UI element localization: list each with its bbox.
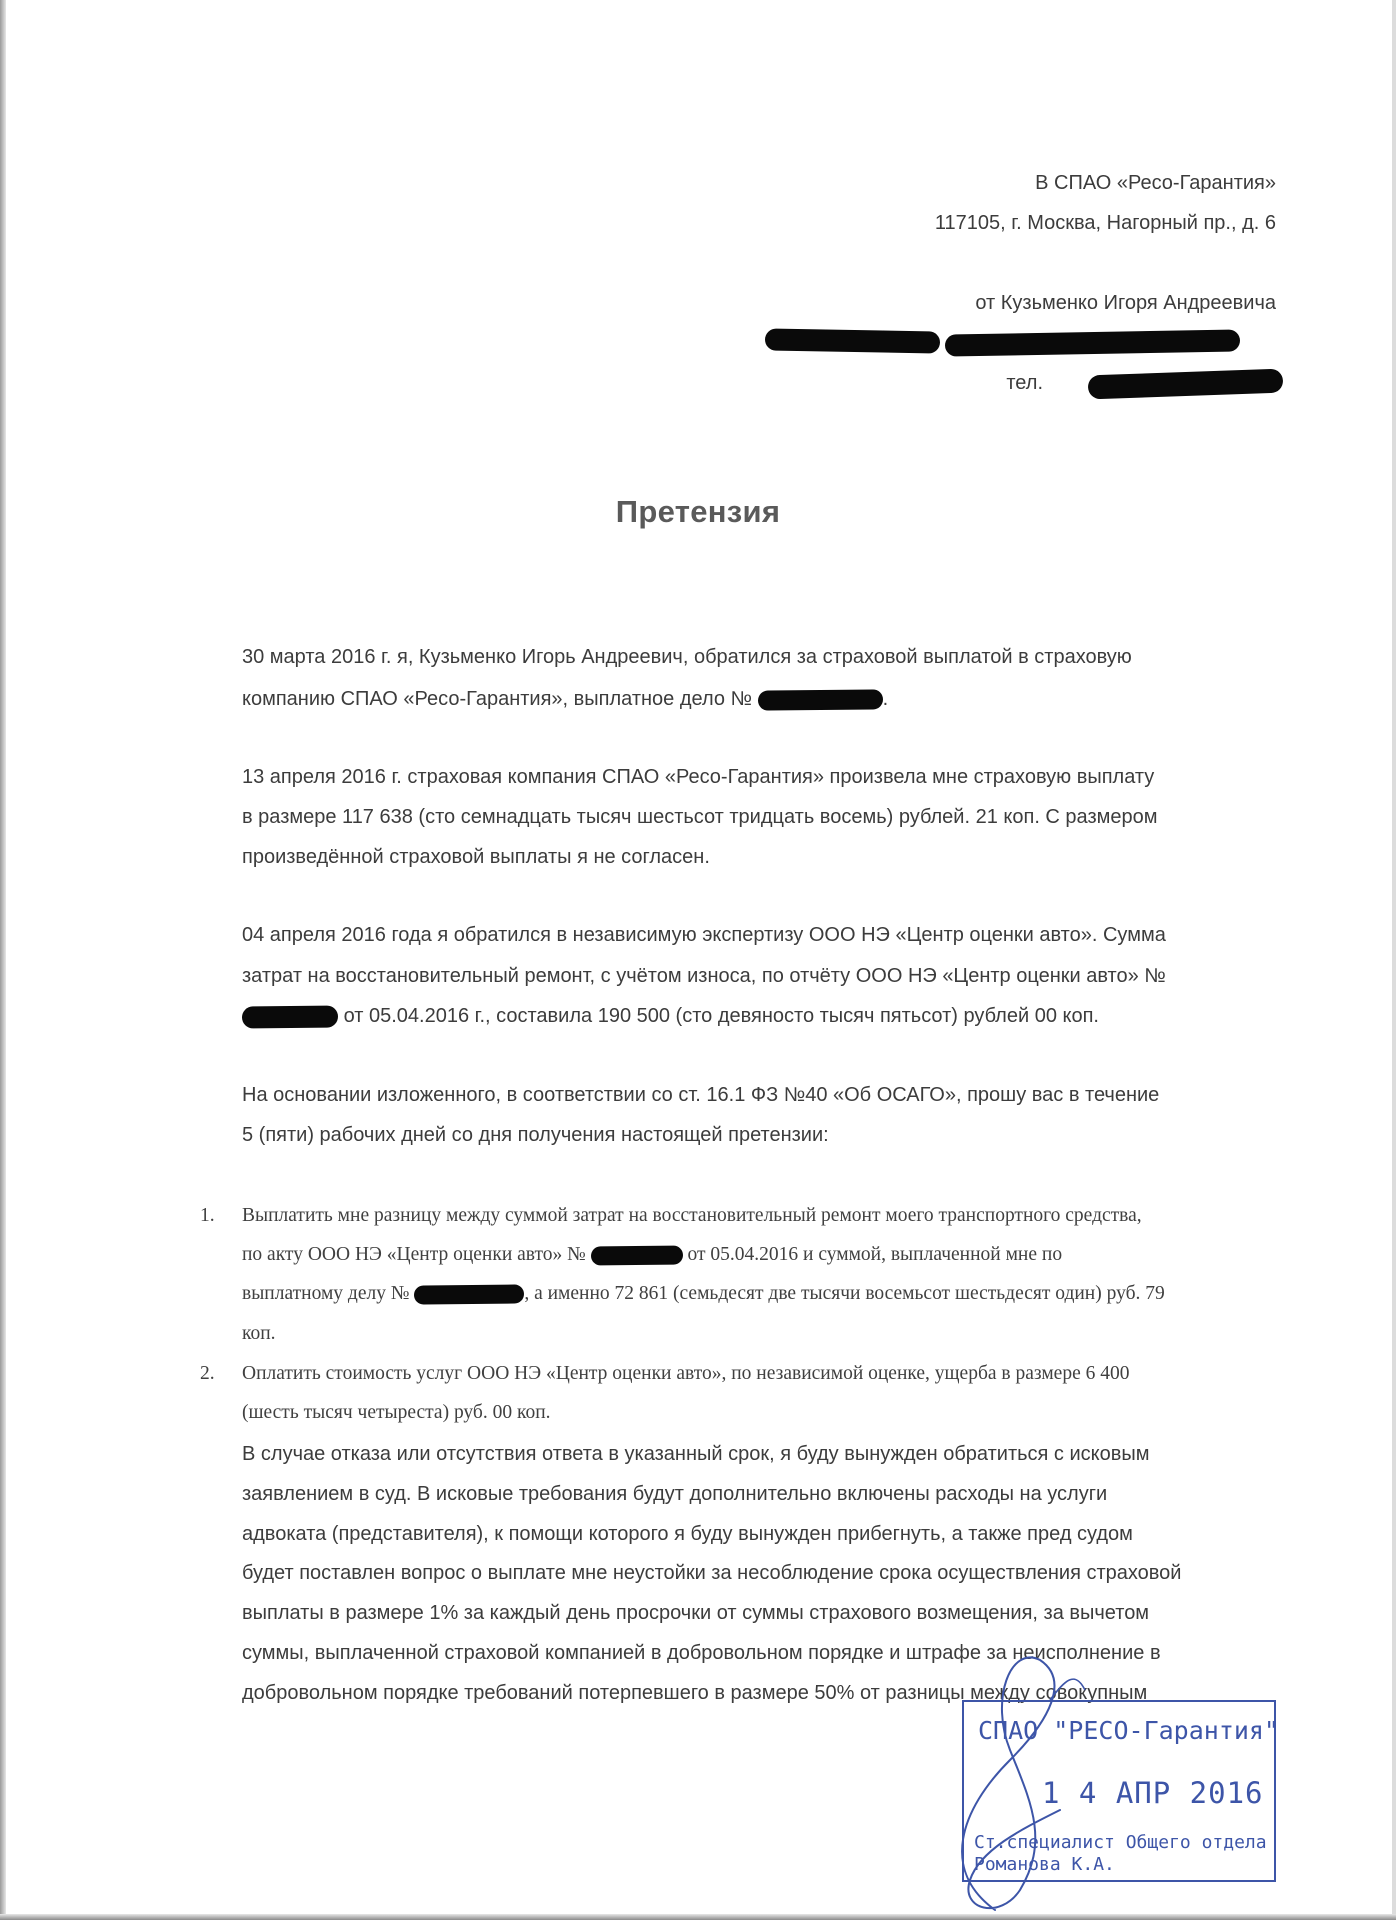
paragraph-1-end: . bbox=[882, 688, 889, 710]
redacted-phone bbox=[1088, 369, 1284, 400]
list-item-1-line-3 bbox=[242, 1281, 1165, 1307]
list-item-1-text-b: от 05.04.2016 и суммой, выплаченной мне по bbox=[687, 1244, 1063, 1265]
redacted-act-number bbox=[591, 1246, 683, 1266]
list-item-1-line-4: коп. bbox=[242, 1323, 276, 1344]
addressee-line: В СПАО «Ресо-Гарантия» bbox=[1035, 172, 1276, 194]
closing-line-1: В случае отказа или отсутствия ответа в указанный срок, я буду вынужден обратиться с исковым bbox=[242, 1443, 1150, 1465]
handwritten-signature bbox=[900, 1640, 1160, 1920]
closing-line-7: добровольном порядке требований потерпевшего в размере 50% от разницы между совокупным bbox=[242, 1682, 1148, 1704]
closing-line-3: адвоката (представителя), к помощи которого я буду вынужден прибегнуть, а также пред судом bbox=[242, 1523, 1133, 1545]
list-item-2-line-2: (шесть тысяч четыреста) руб. 00 коп. bbox=[242, 1402, 551, 1423]
addressee-address: 117105, г. Москва, Нагорный пр., д. 6 bbox=[934, 212, 1276, 234]
closing-line-5: выплаты в размере 1% за каждый день просрочки от суммы страхового возмещения, за вычетом bbox=[242, 1602, 1150, 1624]
paragraph-2-line-1: 13 апреля 2016 г. страховая компания СПАО «Ресо-Гарантия» произвела мне страховую выплату bbox=[242, 766, 1155, 788]
stamp-name: Романова К.А. bbox=[974, 1854, 1115, 1875]
paragraph-2-line-3: произведённой страховой выплаты я не согласен. bbox=[242, 846, 710, 868]
phone-label: тел. bbox=[1006, 372, 1043, 394]
paragraph-2-line-2: в размере 117 638 (сто семнадцать тысяч шестьсот тридцать восемь) рублей. 21 коп. С размером bbox=[242, 806, 1158, 828]
paragraph-1-text: компанию СПАО «Ресо-Гарантия», выплатное дело № bbox=[242, 688, 752, 710]
paragraph-3-text: от 05.04.2016 г., составила 190 500 (сто девяносто тысяч пятьсот) рублей 00 коп. bbox=[343, 1005, 1099, 1027]
redacted-case-number-2 bbox=[414, 1284, 524, 1304]
paragraph-1-line-1: 30 марта 2016 г. я, Кузьменко Игорь Андреевич, обратился за страховой выплатой в страховую bbox=[242, 646, 1132, 668]
list-item-1-line-1: Выплатить мне разницу между суммой затрат на восстановительный ремонт моего транспортного средства, bbox=[242, 1205, 1142, 1226]
scan-edge-left bbox=[0, 0, 6, 1920]
paragraph-1-line-2 bbox=[242, 686, 888, 712]
sender-line: от Кузьменко Игоря Андреевича bbox=[975, 292, 1276, 314]
paragraph-3-line-3 bbox=[242, 1003, 1099, 1029]
paragraph-3-line-2: затрат на восстановительный ремонт, с учётом износа, по отчёту ООО НЭ «Центр оценки авто» № bbox=[242, 965, 1166, 987]
stamp-position: Ст.специалист Общего отдела bbox=[974, 1832, 1267, 1853]
redacted-address-2 bbox=[945, 329, 1240, 356]
document-title: Претензия bbox=[615, 494, 781, 529]
paragraph-3-line-1: 04 апреля 2016 года я обратился в независимую экспертизу ООО НЭ «Центр оценки авто». Сумма bbox=[242, 924, 1166, 946]
closing-line-6: суммы, выплаченной страховой компанией в добровольном порядке и штрафе за неисполнение в bbox=[242, 1642, 1161, 1664]
list-number-2: 2. bbox=[200, 1363, 215, 1384]
scan-edge-right bbox=[1392, 0, 1396, 1920]
stamp-organization: СПАО "РЕСО-Гарантия" bbox=[978, 1716, 1280, 1745]
stamp-date: 1 4 АПР 2016 bbox=[1042, 1776, 1264, 1810]
closing-line-4: будет поставлен вопрос о выплате мне неустойки за несоблюдение срока осуществления страховой bbox=[242, 1562, 1182, 1584]
list-number-1: 1. bbox=[200, 1205, 215, 1226]
list-item-1-text-a: по акту ООО НЭ «Центр оценки авто» № bbox=[242, 1244, 586, 1265]
list-item-1-text-c: выплатному делу № bbox=[242, 1283, 410, 1304]
redacted-case-number bbox=[757, 689, 882, 710]
list-item-2-line-1: Оплатить стоимость услуг ООО НЭ «Центр оценки авто», по независимой оценке, ущерба в размере 6 400 bbox=[242, 1363, 1130, 1384]
redacted-address-1 bbox=[765, 328, 940, 353]
closing-line-2: заявлением в суд. В исковые требования будут дополнительно включены расходы на услуги bbox=[242, 1483, 1108, 1505]
paragraph-4-line-2: 5 (пяти) рабочих дней со дня получения настоящей претензии: bbox=[242, 1124, 829, 1146]
scan-edge-bottom bbox=[0, 1914, 1396, 1920]
list-item-1-line-2 bbox=[242, 1242, 1062, 1268]
redacted-report-number bbox=[242, 1005, 338, 1028]
paragraph-4-line-1: На основании изложенного, в соответствии со ст. 16.1 ФЗ №40 «Об ОСАГО», прошу вас в течение bbox=[242, 1084, 1160, 1106]
list-item-1-text-d: , а именно 72 861 (семьдесят две тысячи восемьсот шестьдесят один) руб. 79 bbox=[524, 1283, 1165, 1304]
